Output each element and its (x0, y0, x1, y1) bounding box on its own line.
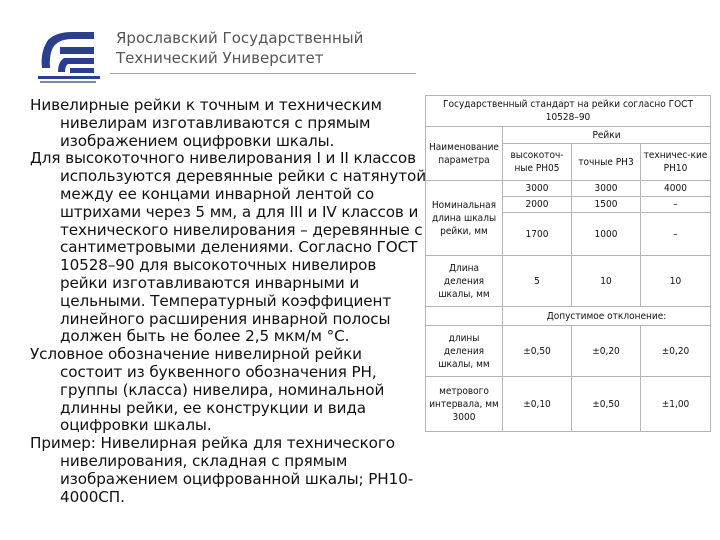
university-logo-icon (38, 28, 98, 76)
cell: 3000 (572, 181, 641, 197)
col-header-precision: точные РН3 (572, 144, 641, 181)
cell: – (641, 197, 711, 213)
cell: ±0,50 (503, 326, 572, 377)
param-header: Наименование параметра (426, 127, 503, 181)
deviation-header: Допустимое отклонение: (503, 307, 711, 326)
row-label-meter-interval: метрового интервала, мм 3000 (426, 377, 503, 432)
cell: 10 (641, 256, 711, 307)
university-title-line1: Ярославский Государственный (116, 29, 364, 47)
logo-caption-bar-small (40, 81, 96, 83)
row-label-nominal-length: Номинальная длина шкалы рейки, мм (426, 181, 503, 256)
row-label-division-deviation: длины деления шкалы, мм (426, 326, 503, 377)
cell: ±0,20 (572, 326, 641, 377)
table-caption: Государственный стандарт на рейки согласно ГОСТ 10528–90 (426, 96, 711, 127)
row-label-division-length: Длина деления шкалы, мм (426, 256, 503, 307)
paragraph-classes: Для высокоточного нивелирования I и II классов используются деревянные рейки с натянутой между ее концами инварной лентой со штрихами через 5 мм, а для III и IV классов и технического нивелирования – деревянные с сантиметровыми делениями. Согласно ГОСТ 10528–90 для высокоточных нивелиров рейки изготавливаются инварными и цельными. Температурный коэффициент линейного расширения инварной полосы должен быть не более 2,5 мкм/м °С. (30, 149, 426, 346)
col-header-technical: техничес-кие РН10 (641, 144, 711, 181)
logo-caption-bar (38, 76, 100, 79)
cell: 4000 (641, 181, 711, 197)
university-title (116, 28, 363, 68)
cell: ±0,50 (572, 377, 641, 432)
cell: 1500 (572, 197, 641, 213)
cell: – (641, 213, 711, 256)
cell: 3000 (503, 181, 572, 197)
col-header-high-precision: высокоточ-ные РН05 (503, 144, 572, 181)
university-title-line2: Технический Университет (116, 49, 324, 67)
gost-table (425, 95, 711, 432)
paragraph-intro: Нивелирные рейки к точным и техническим нивелирам изготавливаются с прямым изображением оцифровки шкалы. (30, 96, 382, 150)
group-header: Рейки (503, 127, 711, 144)
cell: 10 (572, 256, 641, 307)
main-text (30, 97, 426, 506)
header-divider (110, 73, 416, 74)
cell: ±0,10 (503, 377, 572, 432)
paragraph-example: Пример: Нивелирная рейка для технического нивелирования, складная с прямым изображением оцифрованной шкалы; РН10-4000СП. (30, 434, 414, 506)
cell: 5 (503, 256, 572, 307)
cell: ±0,20 (641, 326, 711, 377)
cell: 1000 (572, 213, 641, 256)
paragraph-designation: Условное обозначение нивелирной рейки состоит из буквенного обозначения РН, группы (класса) нивелира, номинальной длинны рейки, ее конструкции и вида оцифровки шкалы. (30, 345, 385, 435)
cell: 2000 (503, 197, 572, 213)
cell: ±1,00 (641, 377, 711, 432)
cell: 1700 (503, 213, 572, 256)
